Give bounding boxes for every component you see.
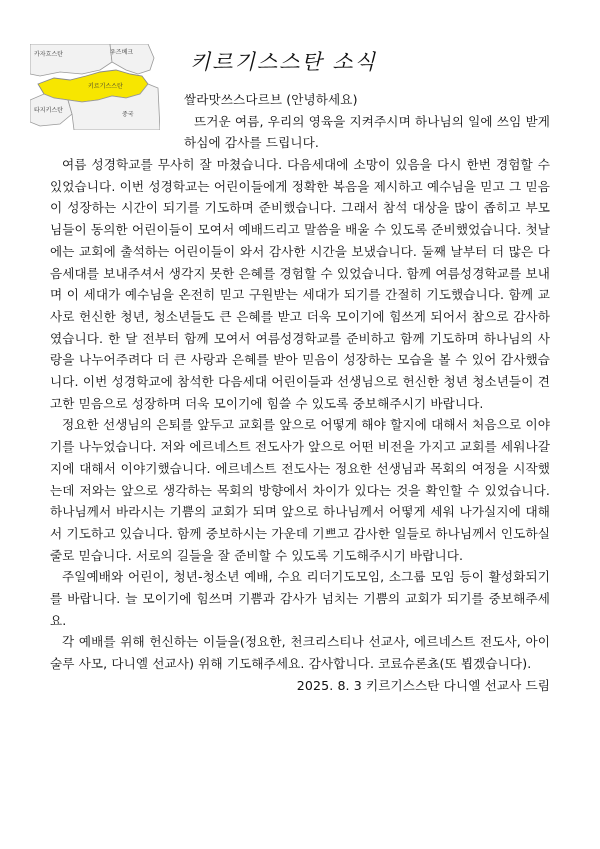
paragraph-church-future: 정요한 선생님의 은퇴를 앞두고 교회를 앞으로 어떻게 해야 할지에 대해서 처음으로 이야기를 나누었습니다. 저와 에르네스트 전도사가 앞으로 어떤 비전을 가지고 교회를 세워나갈지에 대해서 이야기했습니다. 에르네스트 전도사는 정요한 선생님과 목회의 여정을 시작했는데 저와는 앞으로 생각하는 목회의 방향에서 차이가 있다는 것을 확인할 수 있었습니다. 하나님께서 바라시는 기쁨의 교회가 되며 앞으로 하나님께서 어떻게 세워 나가실지에 대해서 기도하고 있습니다. 함께 중보하시는 가운데 기쁘고 감사한 일들로 하나님께서 인도하실 줄로 믿습니다. 서로의 길들을 잘 준비할 수 있도록 기도해주시기 바랍니다. [50, 417, 550, 563]
map-label-uzbekistan: 우즈베크 [110, 49, 134, 56]
paragraph-prayer-requests: 주일예배와 어린이, 청년-청소년 예배, 수요 리더기도모임, 소그룹 모임 등이 활성화되기를 바랍니다. 늘 모이기에 힘쓰며 기쁨과 감사가 넘치는 기쁨의 교회가 되기를 중보해주세요. [50, 569, 550, 628]
map-label-kazakhstan: 카자흐스탄 [34, 51, 63, 58]
signature-line [50, 675, 550, 697]
map-label-china: 중국 [122, 111, 134, 118]
kyrgyzstan-map [30, 44, 160, 130]
paragraph-vbs: 여름 성경학교를 무사히 잘 마쳤습니다. 다음세대에 소망이 있음을 다시 한번 경험할 수 있었습니다. 이번 성경학교는 어린이들에게 정확한 복음을 제시하고 예수님을 믿고 그 믿음이 성장하는 시간이 되기를 기도하며 준비했습니다. 그래서 참석 대상을 많이 좁히고 부모님들이 동의한 어린이들이 모여서 예배드리고 말씀을 배울 수 있도록 준비했었습니다. 첫날에는 교회에 출석하는 어린이들이 와서 감사한 시간을 보냈습니다. 둘째 날부터 더 많은 다음세대를 보내주셔서 생각지 못한 은혜를 경험할 수 있었습니다. 함께 여름성경학교를 보내며 이 세대가 예수님을 온전히 믿고 구원받는 세대가 되기를 간절히 기도했습니다. 함께 교사로 헌신한 청년, 청소년들도 큰 은혜를 받고 더욱 모이기에 힘쓰게 되어서 참으로 감사하였습니다. 한 달 전부터 함께 모여서 여름성경학교를 준비하고 함께 기도하며 하나님의 사랑을 나누어주려다 더 큰 사랑과 은혜를 받아 믿음이 성장하는 모습을 볼 수 있어 감사했습니다. 이번 성경학교에 참석한 다음세대 어린이들과 선생님으로 헌신한 청년 청소년들이 견고한 믿음으로 성장하며 더욱 모이기에 힘쓸 수 있도록 중보해주시기 바랍니다. [50, 157, 550, 411]
paragraph-closing [50, 631, 550, 674]
greeting-block [184, 89, 550, 154]
page-title: 키르기스스탄 소식 [190, 50, 377, 74]
map-label-tajikistan: 타지키스탄 [34, 107, 63, 114]
signature: 2025. 8. 3 키르기스스탄 다니엘 선교사 드림 [296, 677, 550, 693]
map-region-kazakhstan [30, 44, 112, 76]
salutation: 쌀라맛쓰스다르브 (안녕하세요) [184, 92, 358, 107]
closing-text: 각 예배를 위해 헌신하는 이들을(정요한, 천크리스티나 선교사, 에르네스트 전도사, 아이술루 사모, 다니엘 선교사) 위해 기도해주세요. 감사합니다. 코료슈론쵸(또 뵙겠습니다). [50, 634, 550, 672]
letter-body [50, 154, 550, 697]
map-label-kyrgyzstan: 키르기스스탄 [88, 83, 123, 90]
intro-paragraph: 뜨거운 여름, 우리의 영육을 지켜주시며 하나님의 일에 쓰임 받게 하심에 감사를 드립니다. [184, 113, 550, 151]
